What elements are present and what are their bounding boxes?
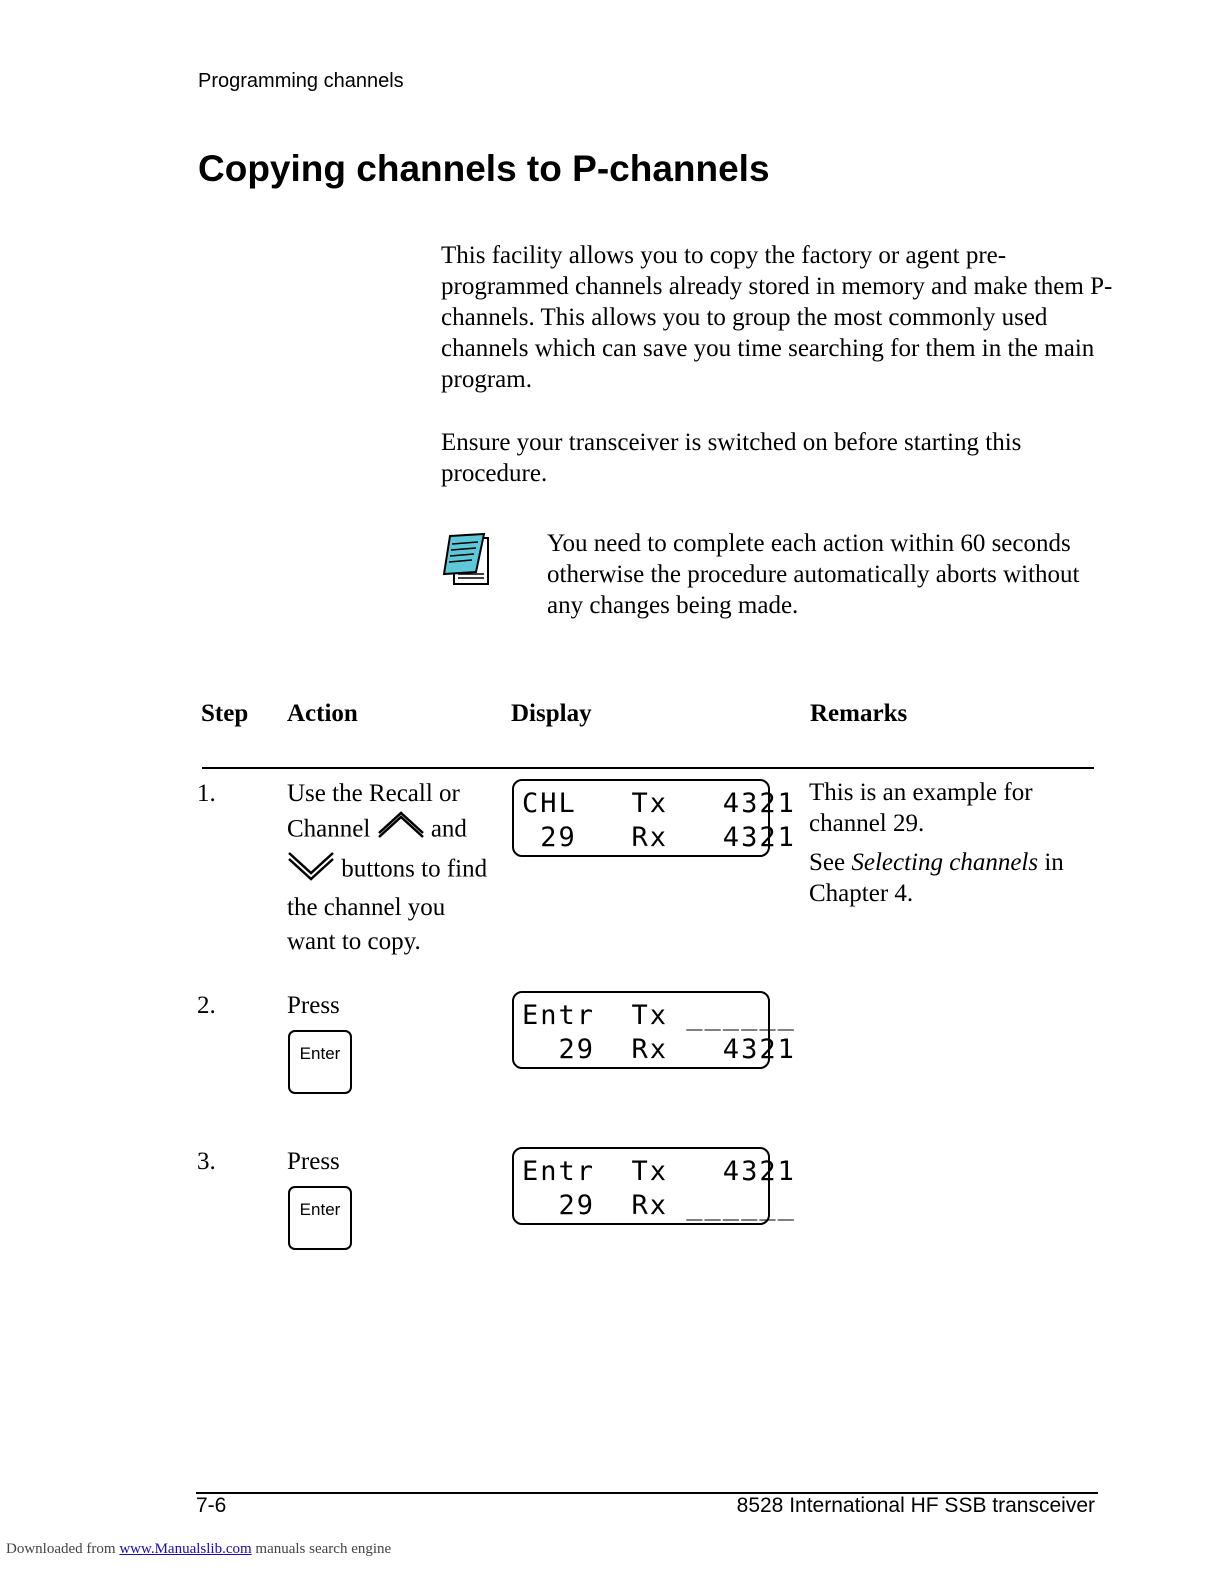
action-text: and (430, 815, 467, 843)
download-suffix: manuals search engine (255, 1541, 392, 1557)
remarks-italic-reference: Selecting channels (851, 849, 1039, 876)
column-header-step: Step (201, 700, 249, 727)
action-press-text: Press (287, 992, 340, 1019)
action-text: buttons to find the channel you want to copy. (287, 855, 488, 955)
chevron-up-icon (377, 811, 425, 851)
lcd-line-1: CHL Tx 4321 (522, 788, 796, 819)
product-name: 8528 International HF SSB transceiver (736, 1494, 1095, 1517)
column-header-action: Action (287, 700, 358, 727)
step-number: 2. (197, 992, 216, 1019)
download-notice (6, 1541, 391, 1558)
action-press-text: Press (287, 1148, 340, 1175)
lcd-line-2: 29 Rx 4321 (522, 1034, 796, 1065)
lcd-line-2: 29 Rx ______ (522, 1190, 796, 1221)
action-text: Use the Recall or Channel (287, 780, 460, 843)
remarks-after: in Chapter 4. (809, 849, 1064, 907)
intro-paragraph: This facility allows you to copy the factory or agent pre-programmed channels already stored in memory and make them P-channels. This allows you to group the most commonly used channels which can save you time searching for them in the main program. (441, 242, 1113, 393)
notepad-icon (440, 530, 498, 590)
remarks-see: See (809, 849, 846, 876)
running-header: Programming channels (198, 70, 404, 92)
lcd-display (512, 779, 796, 857)
note-text: You need to complete each action within 60 seconds otherwise the procedure automatically aborts without any changes being made. (547, 530, 1080, 619)
lcd-line-2: 29 Rx 4321 (522, 822, 796, 853)
step-number: 1. (197, 780, 216, 807)
column-header-remarks: Remarks (810, 700, 908, 727)
step-number: 3. (197, 1148, 216, 1175)
lcd-display (512, 991, 796, 1069)
action-cell (287, 777, 497, 959)
enter-key-icon: Enter (288, 1186, 352, 1250)
ensure-paragraph: Ensure your transceiver is switched on before starting this procedure. (441, 429, 1022, 487)
remarks-cell (809, 777, 1099, 909)
column-header-display: Display (511, 700, 592, 727)
chevron-down-icon (287, 851, 335, 891)
page-number: 7-6 (196, 1494, 227, 1517)
lcd-display (512, 1147, 796, 1225)
download-prefix: Downloaded from (6, 1541, 116, 1557)
page-title: Copying channels to P-channels (198, 148, 770, 189)
table-divider (202, 767, 1094, 769)
manualslib-link[interactable]: www.Manualslib.com (119, 1541, 252, 1557)
enter-key-icon: Enter (288, 1030, 352, 1094)
lcd-line-1: Entr Tx 4321 (522, 1156, 796, 1187)
lcd-line-1: Entr Tx ______ (522, 1000, 796, 1031)
remarks-text: This is an example for channel 29. (809, 779, 1033, 837)
remarks-reference (809, 847, 1099, 909)
